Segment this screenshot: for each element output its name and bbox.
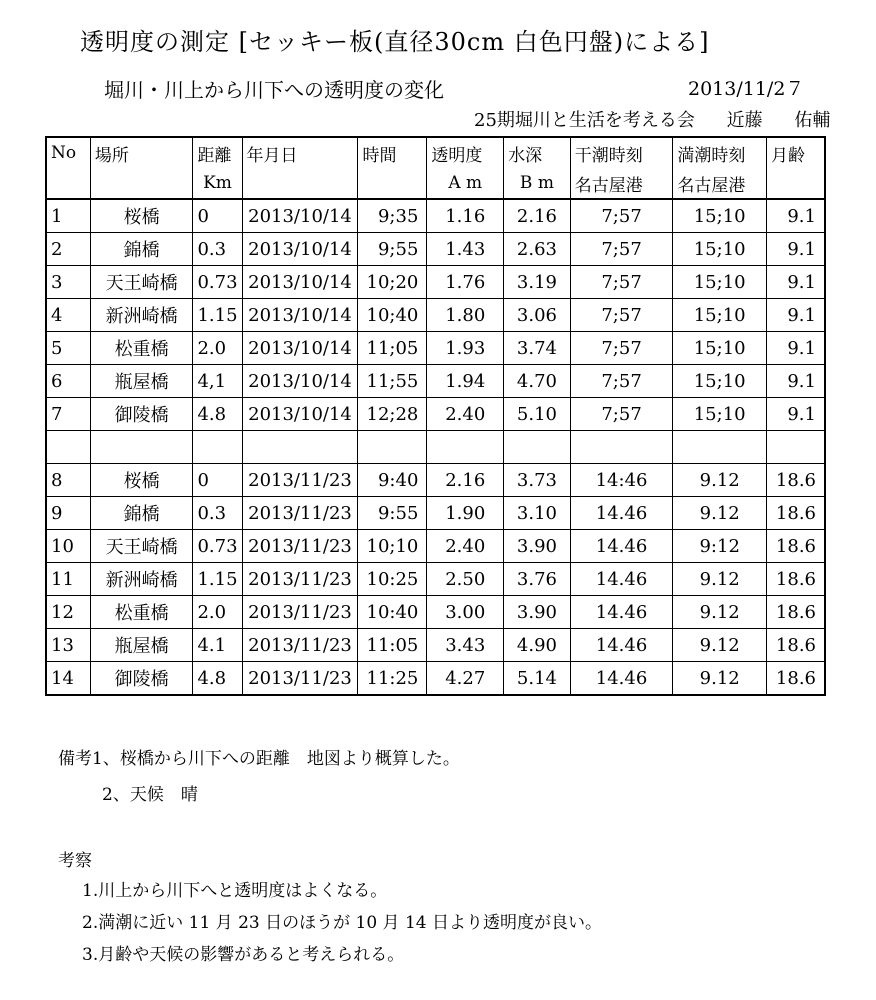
cell-transparency: 1.90 [427,497,504,530]
table-header-row-2 [47,168,825,199]
cell-no: 1 [47,199,91,233]
header-time-sub [358,168,427,199]
cell-depth [504,431,571,464]
cell-place: 松重橋 [90,596,193,629]
cell-low-tide: 14.46 [570,497,673,530]
remark-line-1: 備考1、桜橋から川下への距離 地図より概算した。 [58,749,460,769]
cell-high-tide: 9.12 [673,662,767,695]
cell-transparency: 2.16 [427,464,504,497]
cell-time: 10;10 [358,530,427,563]
remarks [58,744,460,816]
cell-date: 2013/10/14 [242,233,358,266]
cell-transparency: 3.00 [427,596,504,629]
header-depth-unit: B m [504,168,571,199]
cell-no: 4 [47,299,91,332]
cell-depth: 4.70 [504,365,571,398]
cell-moon-age [767,431,825,464]
cell-distance: 4,1 [193,365,242,398]
header-high-tide-location: 名古屋港 [673,168,767,199]
cell-place: 新洲崎橋 [90,299,193,332]
table-row [47,530,825,563]
cell-transparency: 2.50 [427,563,504,596]
cell-depth: 5.14 [504,662,571,695]
cell-depth: 2.63 [504,233,571,266]
header-low-tide-location: 名古屋港 [570,168,673,199]
cell-distance: 0.3 [193,233,242,266]
cell-low-tide: 14.46 [570,530,673,563]
cell-moon-age: 18.6 [767,662,825,695]
cell-place: 天王崎橋 [90,266,193,299]
cell-depth: 3.06 [504,299,571,332]
cell-low-tide: 7;57 [570,266,673,299]
cell-date: 2013/10/14 [242,365,358,398]
cell-time: 11;05 [358,332,427,365]
cell-distance: 1.15 [193,563,242,596]
header-distance-unit: Km [193,168,242,199]
document-date: 2013/11/2７ [688,78,805,100]
cell-transparency: 1.43 [427,233,504,266]
cell-place: 錦橋 [90,233,193,266]
cell-transparency: 1.94 [427,365,504,398]
cell-high-tide: 9.12 [673,563,767,596]
header-moon-age-sub [767,168,825,199]
cell-date: 2013/11/23 [242,596,358,629]
cell-no: 3 [47,266,91,299]
remark-line-2: 2、天候 晴 [102,785,198,805]
cell-low-tide: 7;57 [570,299,673,332]
cell-high-tide: 15;10 [673,199,767,233]
cell-date: 2013/11/23 [242,497,358,530]
header-low-tide: 干潮時刻 [570,138,673,169]
cell-time [358,431,427,464]
cell-place: 御陵橋 [90,398,193,431]
cell-depth: 3.10 [504,497,571,530]
cell-transparency: 1.80 [427,299,504,332]
consideration-item-2: 2.満潮に近い 11 月 23 日のほうが 10 月 14 日より透明度が良い。 [82,913,602,933]
header-transparency-unit: A m [427,168,504,199]
cell-time: 12;28 [358,398,427,431]
cell-low-tide: 14.46 [570,563,673,596]
cell-time: 9:40 [358,464,427,497]
cell-high-tide: 9.12 [673,629,767,662]
cell-distance: 2.0 [193,332,242,365]
header-date-sub [242,168,358,199]
cell-moon-age: 18.6 [767,530,825,563]
consideration-list [82,876,602,972]
cell-transparency: 3.43 [427,629,504,662]
cell-distance: 0.73 [193,266,242,299]
header-place: 場所 [90,138,193,169]
cell-high-tide: 9.12 [673,464,767,497]
document-subtitle: 堀川・川上から川下への透明度の変化 [104,78,444,102]
consideration-item-1: 1.川上から川下へと透明度はよくなる。 [82,881,388,901]
author-given: 佑輔 [794,110,831,131]
table-row [47,497,825,530]
header-distance: 距離 [193,138,242,169]
cell-low-tide: 7;57 [570,199,673,233]
cell-distance: 1.15 [193,299,242,332]
cell-no: 12 [47,596,91,629]
cell-transparency: 1.93 [427,332,504,365]
cell-time: 10;20 [358,266,427,299]
cell-moon-age: 9.1 [767,299,825,332]
cell-depth: 3.90 [504,530,571,563]
header-place-sub [90,168,193,199]
cell-low-tide: 14.46 [570,662,673,695]
document-title: 透明度の測定 [セッキー板(直径30cm 白色円盤)による] [80,28,710,56]
table-row [47,199,825,233]
cell-no [47,431,91,464]
cell-date: 2013/10/14 [242,199,358,233]
cell-moon-age: 18.6 [767,497,825,530]
cell-no: 13 [47,629,91,662]
cell-place: 桜橋 [90,199,193,233]
cell-moon-age: 18.6 [767,629,825,662]
table-row [47,431,825,464]
cell-date: 2013/10/14 [242,299,358,332]
cell-transparency [427,431,504,464]
cell-transparency: 1.76 [427,266,504,299]
cell-distance: 0 [193,199,242,233]
cell-no: 10 [47,530,91,563]
header-high-tide: 満潮時刻 [673,138,767,169]
cell-date: 2013/10/14 [242,266,358,299]
cell-place [90,431,193,464]
table-row [47,266,825,299]
cell-depth: 3.73 [504,464,571,497]
header-date: 年月日 [242,138,358,169]
cell-high-tide: 15;10 [673,299,767,332]
cell-high-tide: 15;10 [673,398,767,431]
cell-date: 2013/11/23 [242,563,358,596]
table-header-row-1 [47,138,825,169]
cell-date: 2013/11/23 [242,530,358,563]
cell-moon-age: 9.1 [767,199,825,233]
cell-high-tide: 15;10 [673,233,767,266]
cell-low-tide: 7;57 [570,398,673,431]
cell-place: 瓶屋橋 [90,365,193,398]
cell-depth: 3.74 [504,332,571,365]
cell-time: 11;55 [358,365,427,398]
cell-transparency: 4.27 [427,662,504,695]
header-no: No [47,138,91,169]
cell-low-tide: 7;57 [570,365,673,398]
cell-transparency: 1.16 [427,199,504,233]
cell-moon-age: 18.6 [767,596,825,629]
header-moon-age: 月齢 [767,138,825,169]
cell-time: 11:25 [358,662,427,695]
cell-time: 10:40 [358,596,427,629]
cell-transparency: 2.40 [427,398,504,431]
cell-high-tide: 9.12 [673,497,767,530]
cell-date: 2013/10/14 [242,398,358,431]
cell-high-tide: 15;10 [673,266,767,299]
table-row [47,365,825,398]
cell-moon-age: 9.1 [767,332,825,365]
cell-high-tide [673,431,767,464]
cell-no: 9 [47,497,91,530]
cell-time: 10:25 [358,563,427,596]
cell-depth: 5.10 [504,398,571,431]
cell-place: 桜橋 [90,464,193,497]
table-row [47,563,825,596]
author-group: 25期堀川と生活を考える会 [474,110,695,131]
cell-high-tide: 9.12 [673,596,767,629]
cell-low-tide: 7;57 [570,332,673,365]
cell-moon-age: 9.1 [767,398,825,431]
cell-low-tide: 7;57 [570,233,673,266]
cell-low-tide [570,431,673,464]
table-row [47,332,825,365]
cell-distance: 4.8 [193,398,242,431]
table-row [47,464,825,497]
header-depth: 水深 [504,138,571,169]
cell-distance: 4.8 [193,662,242,695]
table-row [47,299,825,332]
cell-date: 2013/11/23 [242,629,358,662]
cell-depth: 2.16 [504,199,571,233]
cell-time: 9;55 [358,233,427,266]
cell-moon-age: 9.1 [767,233,825,266]
cell-no: 14 [47,662,91,695]
cell-no: 8 [47,464,91,497]
cell-distance: 0.73 [193,530,242,563]
cell-date: 2013/11/23 [242,464,358,497]
cell-depth: 3.90 [504,596,571,629]
cell-moon-age: 18.6 [767,464,825,497]
cell-date: 2013/11/23 [242,662,358,695]
cell-depth: 3.19 [504,266,571,299]
cell-place: 錦橋 [90,497,193,530]
cell-time: 10;40 [358,299,427,332]
cell-high-tide: 15;10 [673,332,767,365]
cell-place: 松重橋 [90,332,193,365]
cell-date: 2013/10/14 [242,332,358,365]
cell-place: 天王崎橋 [90,530,193,563]
author-line [474,106,830,132]
consideration-title: 考察 [58,851,92,871]
cell-distance: 2.0 [193,596,242,629]
table-row [47,398,825,431]
cell-time: 11:05 [358,629,427,662]
header-no-sub [47,168,91,199]
cell-place: 瓶屋橋 [90,629,193,662]
cell-transparency: 2.40 [427,530,504,563]
cell-moon-age: 9.1 [767,266,825,299]
consideration-item-3: 3.月齢や天候の影響があると考えられる。 [82,945,405,965]
cell-no: 6 [47,365,91,398]
cell-no: 11 [47,563,91,596]
cell-high-tide: 9:12 [673,530,767,563]
cell-moon-age: 9.1 [767,365,825,398]
header-time: 時間 [358,138,427,169]
author-surname: 近藤 [726,110,763,131]
table-row [47,596,825,629]
transparency-table [46,137,825,695]
cell-low-tide: 14.46 [570,629,673,662]
cell-time: 9;35 [358,199,427,233]
table-row [47,629,825,662]
cell-low-tide: 14.46 [570,596,673,629]
cell-moon-age: 18.6 [767,563,825,596]
cell-distance [193,431,242,464]
cell-place: 新洲崎橋 [90,563,193,596]
cell-place: 御陵橋 [90,662,193,695]
cell-date [242,431,358,464]
header-transparency: 透明度 [427,138,504,169]
table-row [47,233,825,266]
cell-no: 5 [47,332,91,365]
cell-distance: 0 [193,464,242,497]
cell-no: 2 [47,233,91,266]
cell-time: 9:55 [358,497,427,530]
cell-distance: 0.3 [193,497,242,530]
cell-depth: 4.90 [504,629,571,662]
cell-depth: 3.76 [504,563,571,596]
cell-high-tide: 15;10 [673,365,767,398]
cell-low-tide: 14:46 [570,464,673,497]
table-row [47,662,825,695]
cell-no: 7 [47,398,91,431]
cell-distance: 4.1 [193,629,242,662]
